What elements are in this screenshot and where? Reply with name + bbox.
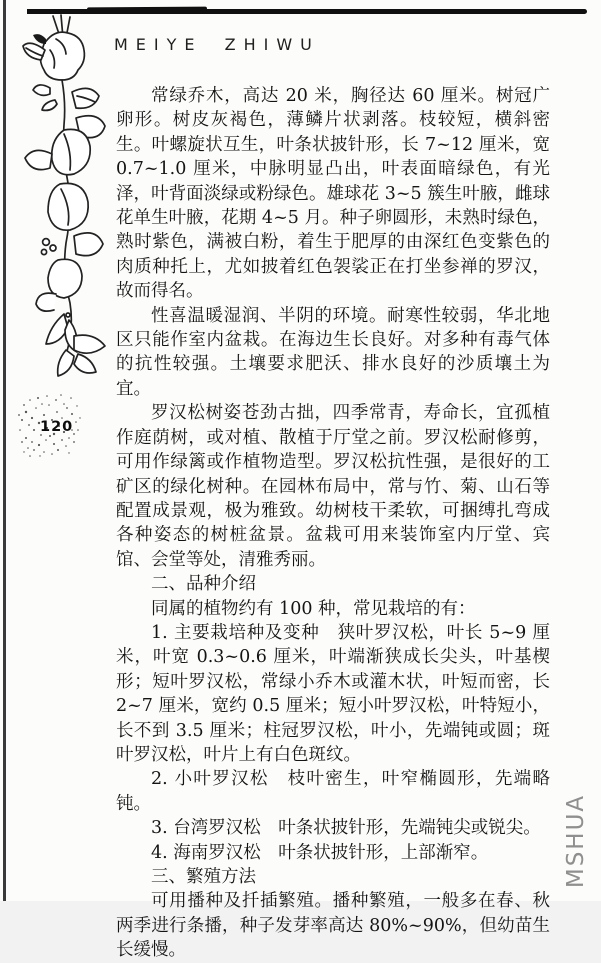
list-item-variety-3: 3. 台湾罗汉松 叶条状披针形，先端钝尖或锐尖。 [151,818,541,839]
body-paragraph-description: 常绿乔木，高达 20 米，胸径达 60 厘米。树冠广卵形。树皮灰褐色，薄鳞片状剥落。枝较短，横斜密生。叶螺旋状互生，叶条状披针形，长 7~12 厘米，宽 0.7~1.0 厘米，中脉明显凸出，叶表面暗绿色，有光泽，叶背面淡绿或粉绿色。雄球花 3~5 簇生叶腋，雌球花单生叶腋，花期 4~5 月。种子卵圆形，未熟时绿色，熟时紫色，满被白粉，着生于肥厚的由深红色变紫色的肉质种托上，尤如披着红色袈裟正在打坐参禅的罗汉，故而得名。 [116,86,550,302]
section-heading-propagation: 三、繁殖方法 [151,867,256,887]
page-number: 120 [40,419,74,435]
section-heading-varieties: 二、品种介绍 [151,574,256,595]
body-paragraph-genus-count: 同属的植物约有 100 种，常见栽培的有： [151,598,476,619]
scan-edge-line [3,0,6,901]
floral-illustration [16,13,120,381]
watermark: MSHUA [563,793,589,889]
body-paragraph-landscape-use: 罗汉松树姿苍劲古拙，四季常青，寿命长，宜孤植作庭荫树，或对植、散植于厅堂之前。罗汉松耐修剪，可用作绿篱或作植物造型。罗汉松抗性强，是很好的工矿区的绿化树种。在园林布局中，常与竹、菊、山石等配置成景观，极为雅致。幼树枝干柔软，可捆缚扎弯成各种姿态的树桩盆景。盆栽可用来装饰室内厅堂、宾馆、会堂等处，清雅秀丽。 [116,403,550,570]
list-item-variety-1: 1. 主要栽培种及变种 狭叶罗汉松，叶长 5~9 厘米，叶宽 0.3~0.6 厘米，叶端渐狭成长尖头，叶基楔形；短叶罗汉松，常绿小乔木或灌木状，叶短而密，长 2~7 厘米，宽约 0.5 厘米；短小叶罗汉松，叶特短小，长不到 3.5 厘米；柱冠罗汉松，叶小，先端钝或圆；斑叶罗汉松，叶片上有白色斑纹。 [116,622,550,765]
list-item-variety-4: 4. 海南罗汉松 叶条状披针形，上部渐窄。 [151,842,489,863]
body-text [116,84,550,963]
list-item-variety-2: 2. 小叶罗汉松 枝叶密生，叶窄椭圆形，先端略钝。 [116,769,550,814]
body-paragraph-habit: 性喜温暖湿润、半阴的环境。耐寒性较弱，华北地区只能作室内盆栽。在海边生长良好。对多种有毒气体的抗性较强。土壤要求肥沃、排水良好的沙质壤土为宜。 [116,305,550,399]
page-number-block [14,390,94,470]
running-header: MEIYE ZHIWU [114,35,320,54]
body-paragraph-propagation: 可用播种及扦插繁殖。播种繁殖，一般多在春、秋两季进行条播，种子发芽率高达 80%~90%，但幼苗生长缓慢。 [116,891,550,961]
